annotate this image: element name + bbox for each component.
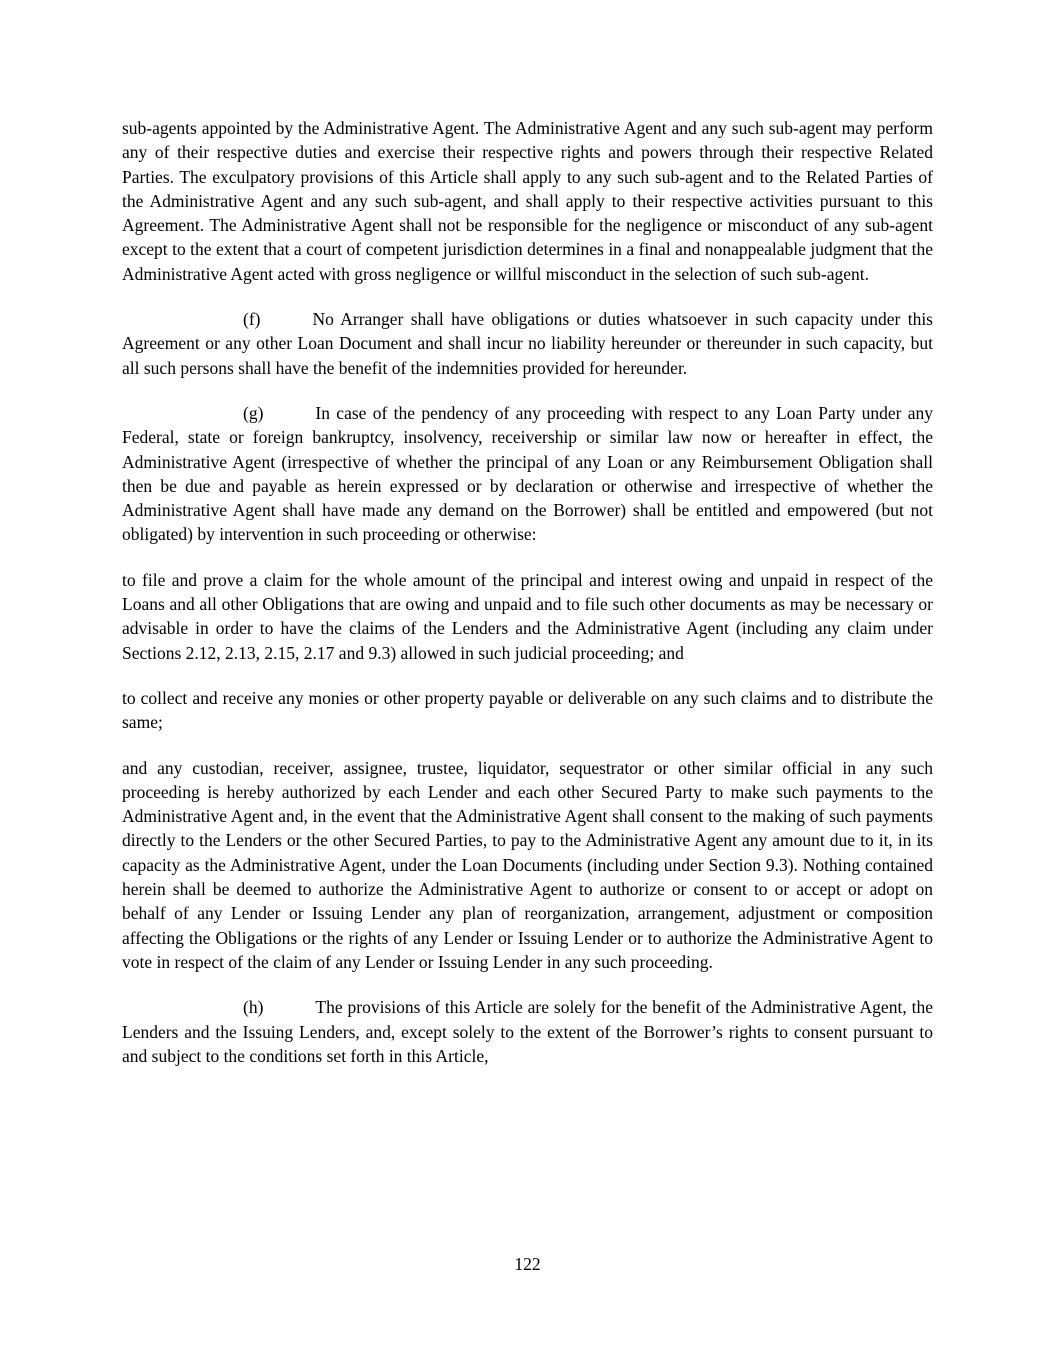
paragraph-clause-custodian [122, 756, 933, 975]
paragraph-h [122, 995, 933, 1068]
paragraph-g [122, 401, 933, 547]
document-body [122, 116, 933, 1089]
paragraph-text: to collect and receive any monies or other property payable or deliverable on any such claims and to distribute the same; [122, 687, 933, 733]
paragraph-text: to file and prove a claim for the whole amount of the principal and interest owing and unpaid in respect of the Loans and all other Obligations that are owing and unpaid and to file such other documents as may be necessary or advisable in order to have the claims of the Lenders and the Administrative Agent (including any claim under Sections 2.12, 2.13, 2.15, 2.17 and 9.3) allowed in such judicial proceeding; and [122, 569, 933, 663]
paragraph-letter: (g) [243, 402, 264, 423]
paragraph-text: and any custodian, receiver, assignee, trustee, liquidator, sequestrator or other similar official in any such proceeding is hereby authorized by each Lender and each other Secured Party to make such payments to the Administrative Agent and, in the event that the Administrative Agent shall consent to the making of such payments directly to the Lenders or the other Secured Parties, to pay to the Administrative Agent any amount due to it, in its capacity as the Administrative Agent, under the Loan Documents (including under Section 9.3). Nothing contained herein shall be deemed to authorize the Administrative Agent to authorize or consent to or accept or adopt on behalf of any Lender or Issuing Lender any plan of reorganization, arrangement, adjustment or composition affecting the Obligations or the rights of any Lender or Issuing Lender or to authorize the Administrative Agent to vote in respect of the claim of any Lender or Issuing Lender in any such proceeding. [122, 757, 933, 972]
paragraph-continuation [122, 116, 933, 286]
paragraph-clause-file-claim [122, 568, 933, 665]
paragraph-text: In case of the pendency of any proceeding with respect to any Loan Party under any Federal, state or foreign bankruptcy, insolvency, receivership or similar law now or hereafter in effect, the Administrative Agent (irrespective of whether the principal of any Loan or any Reimbursement Obligation shall then be due and payable as herein expressed or by declaration or otherwise and irrespective of whether the Administrative Agent shall have made any demand on the Borrower) shall be entitled and empowered (but not obligated) by intervention in such proceeding or otherwise: [122, 402, 933, 545]
paragraph-letter: (h) [243, 997, 264, 1018]
paragraph-f [122, 307, 933, 380]
paragraph-text: sub-agents appointed by the Administrative Agent. The Administrative Agent and any such sub-agent may perform any of their respective duties and exercise their respective rights and powers through their respective Related Parties. The exculpatory provisions of this Article shall apply to any such sub-agent and to the Related Parties of the Administrative Agent and any such sub-agent, and shall apply to their respective activities pursuant to this Agreement. The Administrative Agent shall not be responsible for the negligence or misconduct of any sub-agent except to the extent that a court of competent jurisdiction determines in a final and nonappealable judgment that the Administrative Agent acted with gross negligence or willful misconduct in the selection of such sub-agent. [122, 118, 933, 284]
paragraph-text: No Arranger shall have obligations or duties whatsoever in such capacity under this Agreement or any other Loan Document and shall incur no liability hereunder or thereunder in such capacity, but all such persons shall have the benefit of the indemnities provided for hereunder. [122, 309, 933, 378]
paragraph-text: The provisions of this Article are solely for the benefit of the Administrative Agent, the Lenders and the Issuing Lenders, and, except solely to the extent of the Borrower’s rights to consent pursuant to and subject to the conditions set forth in this Article, [122, 997, 933, 1066]
paragraph-letter: (f) [243, 309, 261, 330]
page-number: 122 [514, 1254, 541, 1274]
paragraph-clause-collect [122, 686, 933, 735]
